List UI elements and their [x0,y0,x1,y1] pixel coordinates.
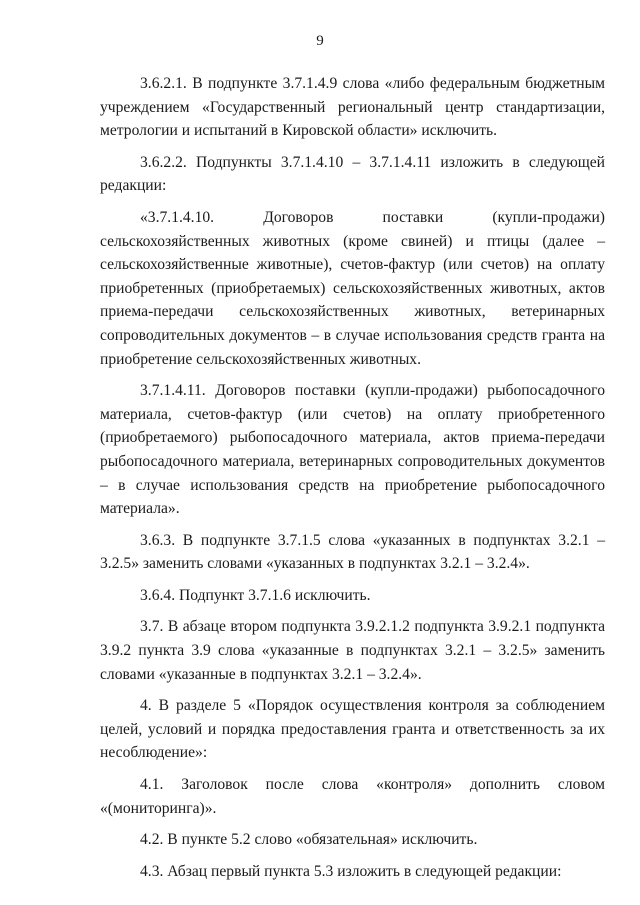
paragraph-3-7-1-4-10: «3.7.1.4.10. Договоров поставки (купли-продажи) сельскохозяйственных животных (кроме свиней) и птицы (далее – сельскохозяйственные животные), счетов-фактур (или счетов) на оплату приобретенных (приобретаемых) сельскохозяйственных животных, актов приема-передачи сельскохозяйственных животных, ветеринарных сопроводительных документов – в случае использования средств гранта на приобретение сельскохозяйственных животных. [100,208,605,368]
paragraph-4-2: 4.2. В пункте 5.2 слово «обязательная» исключить. [140,831,478,849]
document-body [100,72,605,891]
paragraph-4: 4. В разделе 5 «Порядок осуществления контроля за соблюдением целей, условий и порядка предоставления гранта и ответственность за их несоблюдение»: [100,697,605,762]
paragraph-3-7-1-4-11: 3.7.1.4.11. Договоров поставки (купли-продажи) рыбопосадочного материала, счетов-фактур (или счетов) на оплату приобретенного (приобретаемого) рыбопосадочного материала, актов приема-передачи рыбопосадочного материала, ветеринарных сопроводительных документов – в случае использования средств на приобретение рыбопосадочного материала». [100,382,605,518]
page-number: 9 [316,33,324,49]
paragraph-3-7: 3.7. В абзаце втором подпункта 3.9.2.1.2 подпункта 3.9.2.1 подпункта 3.9.2 пункта 3.9 слова «указанные в подпунктах 3.2.1 – 3.2.5» заменить словами «указанные в подпунктах 3.2.1 – 3.2.4». [100,618,605,683]
paragraph-3-6-2-2: 3.6.2.2. Подпункты 3.7.1.4.10 – 3.7.1.4.11 изложить в следующей редакции: [100,153,605,195]
paragraph-3-6-3: 3.6.3. В подпункте 3.7.1.5 слова «указанных в подпунктах 3.2.1 – 3.2.5» заменить словами «указанных в подпунктах 3.2.1 – 3.2.4». [100,531,605,573]
paragraph-3-6-2-1: 3.6.2.1. В подпункте 3.7.1.4.9 слова «либо федеральным бюджетным учреждением «Государственный региональный центр стандартизации, метрологии и испытаний в Кировской области» исключить. [100,75,605,140]
paragraph-4-1: 4.1. Заголовок после слова «контроля» дополнить словом «(мониторинга)». [100,776,605,817]
paragraph-3-6-4: 3.6.4. Подпункт 3.7.1.6 исключить. [140,586,371,604]
paragraph-4-3: 4.3. Абзац первый пункта 5.3 изложить в следующей редакции: [140,862,562,880]
